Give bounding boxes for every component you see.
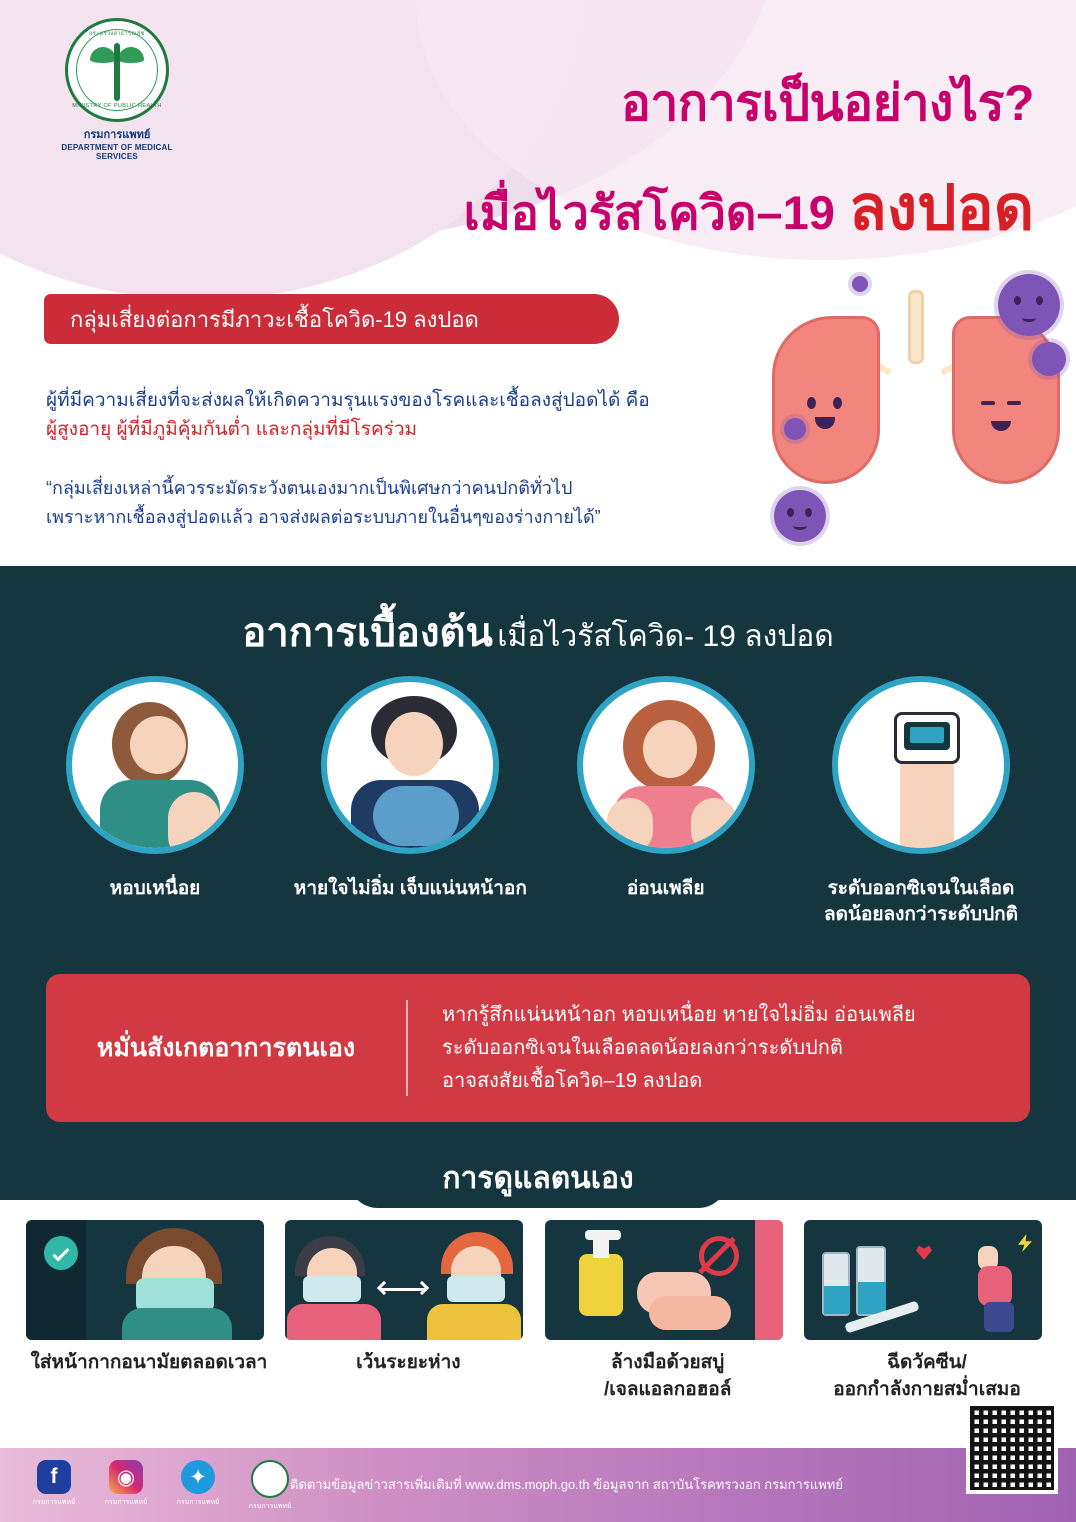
twitter-icon[interactable]: ✦ [181, 1460, 215, 1494]
care-label [804, 1350, 1050, 1403]
care-label-line2: ออกกำลังกายสม่ำเสมอ [833, 1378, 1021, 1400]
ministry-seal-icon [65, 18, 169, 122]
care-label-line1: ล้างมือด้วยสบู่ [610, 1352, 725, 1373]
risk-paragraph [46, 386, 686, 445]
logo-thai-name: กรมการแพทย์ [83, 129, 151, 141]
care-item-handwash [545, 1220, 791, 1403]
page-subtitle-part2: ลงปอด [848, 174, 1034, 243]
care-label-line1: ฉีดวัคซีน/ [887, 1352, 967, 1373]
symptom-label: หอบเหนื่อย [109, 878, 201, 899]
instagram-icon[interactable]: ◉ [109, 1460, 143, 1494]
virus-icon-2 [1032, 342, 1066, 376]
trachea-icon [908, 290, 924, 364]
virus-icon-3 [774, 490, 826, 542]
self-observation-line1: หากรู้สึกแน่นหน้าอก หอบเหนื่อย หายใจไม่อิ่ม อ่อนเพลีย [442, 1003, 916, 1026]
social-instagram[interactable] [100, 1460, 152, 1512]
seal-wing-left-icon [90, 47, 116, 63]
person-chest-pain-icon [321, 676, 499, 854]
symptoms-grid [30, 676, 1046, 927]
risk-paragraph-highlight: ผู้สูงอายุ ผู้ที่มีภูมิคุ้มกันต่ำ และกลุ่มที่มีโรคร่วม [46, 419, 418, 441]
virus-icon-1 [998, 274, 1060, 336]
vaccine-exercise-icon [804, 1220, 1042, 1340]
seal-ring-text-top: กระทรวงสาธารณสุข [89, 31, 145, 37]
ministry-logo [42, 18, 192, 161]
symptoms-title-small: เมื่อไวรัสโควิด- 19 ลงปอด [497, 620, 834, 653]
social-caption: กรมการแพทย์ [104, 1499, 148, 1506]
page-subtitle [463, 174, 1034, 243]
lung-face-left [805, 397, 845, 431]
self-observation-banner [46, 974, 1030, 1122]
self-observation-line2: ระดับออกซิเจนในเลือดลดน้อยลงกว่าระดับปกติ [442, 1036, 843, 1059]
care-item-vaccine-exercise [804, 1220, 1050, 1403]
symptom-item-fatigue [541, 676, 791, 927]
social-distancing-icon [285, 1220, 523, 1340]
ministry-seal-icon-small[interactable] [251, 1460, 289, 1498]
social-links [28, 1460, 296, 1512]
footer-bar [0, 1448, 1076, 1522]
symptom-item-chest-pain [285, 676, 535, 927]
self-care-grid [26, 1220, 1050, 1403]
person-fatigue-icon [577, 676, 755, 854]
virus-icon-4 [784, 418, 806, 440]
risk-group-banner: กลุ่มเสี่ยงต่อการมีภาวะเชื้อโควิด-19 ลงปอด [44, 294, 619, 344]
wear-mask-icon [26, 1220, 264, 1340]
qr-code-icon[interactable] [966, 1402, 1058, 1494]
symptom-label: อ่อนเพลีย [626, 878, 705, 899]
self-care-section [0, 1161, 1076, 1450]
page-subtitle-part1: เมื่อไวรัสโควิด–19 [463, 186, 835, 239]
care-label [285, 1350, 531, 1377]
care-label [26, 1350, 272, 1377]
lung-left-icon [772, 316, 880, 484]
care-label [545, 1350, 791, 1403]
social-caption: กรมการแพทย์ [32, 1499, 76, 1506]
lungs-illustration [766, 268, 1066, 528]
symptoms-title-big: อาการเบื้องต้น [242, 611, 493, 655]
hand-wash-icon [545, 1220, 783, 1340]
care-item-distancing [285, 1220, 531, 1403]
risk-paragraph-lead: ผู้ที่มีความเสี่ยงที่จะส่งผลให้เกิดความรุนแรงของโรคและเชื้อลงสู่ปอดได้ คือ [46, 390, 650, 411]
social-caption: กรมการแพทย์ [176, 1499, 220, 1506]
symptom-label [796, 876, 1046, 927]
symptom-label-line1: ระดับออกซิเจนในเลือด [827, 878, 1015, 899]
person-breathless-icon [66, 676, 244, 854]
risk-quote [46, 474, 746, 532]
social-facebook[interactable] [28, 1460, 80, 1512]
pulse-oximeter-icon [832, 676, 1010, 854]
virus-icon-5 [852, 276, 868, 292]
facebook-icon[interactable]: f [37, 1460, 71, 1494]
risk-quote-line2: เพราะหากเชื้อลงสู่ปอดแล้ว อาจส่งผลต่อระบบภายในอื่นๆของร่างกายได้” [46, 507, 601, 528]
lung-right-icon [952, 316, 1060, 484]
risk-quote-line1: “กลุ่มเสี่ยงเหล่านี้ควรระมัดระวังตนเองมากเป็นพิเศษกว่าคนปกติทั่วไป [46, 478, 573, 498]
symptoms-title [0, 600, 1076, 664]
social-twitter[interactable] [172, 1460, 224, 1512]
social-caption: กรมการแพทย์ [248, 1503, 292, 1510]
seal-staff-icon [114, 43, 120, 101]
care-label-line1: เว้นระยะห่าง [356, 1352, 461, 1373]
self-care-title: การดูแลตนเอง [348, 1148, 728, 1208]
symptom-item-breathless [30, 676, 280, 927]
care-item-mask [26, 1220, 272, 1403]
symptom-item-oxygen [796, 676, 1046, 927]
symptom-label-line2: ลดน้อยลงกว่าระดับปกติ [823, 903, 1018, 925]
seal-wing-right-icon [118, 47, 144, 63]
footer-info-text: ติดตามข้อมูลข่าวสารเพิ่มเติมที่ www.dms.moph.go.th ข้อมูลจาก สถาบันโรคทรวงอก กรมการแพทย์ [290, 1477, 843, 1492]
lung-face-right [981, 401, 1021, 435]
self-observation-line3: อาจสงสัยเชื้อโควิด–19 ลงปอด [442, 1069, 703, 1092]
care-label-line2: /เจลแอลกอฮอล์ [603, 1378, 732, 1400]
logo-english-name: DEPARTMENT OF MEDICAL SERVICES [61, 143, 173, 161]
symptom-label: หายใจไม่อิ่ม เจ็บแน่นหน้าอก [293, 878, 527, 899]
social-ministry[interactable] [244, 1460, 296, 1512]
symptoms-section [0, 566, 1076, 1200]
self-observation-title: หมั่นสังเกตอาการตนเอง [96, 1034, 356, 1062]
seal-ring-text-bottom: MINISTRY OF PUBLIC HEALTH [72, 103, 162, 109]
page-title: อาการเป็นอย่างไร? [620, 75, 1034, 131]
care-label-line1: ใส่หน้ากากอนามัยตลอดเวลา [30, 1352, 268, 1373]
header-section [0, 0, 1076, 566]
self-observation-body [408, 999, 1030, 1098]
